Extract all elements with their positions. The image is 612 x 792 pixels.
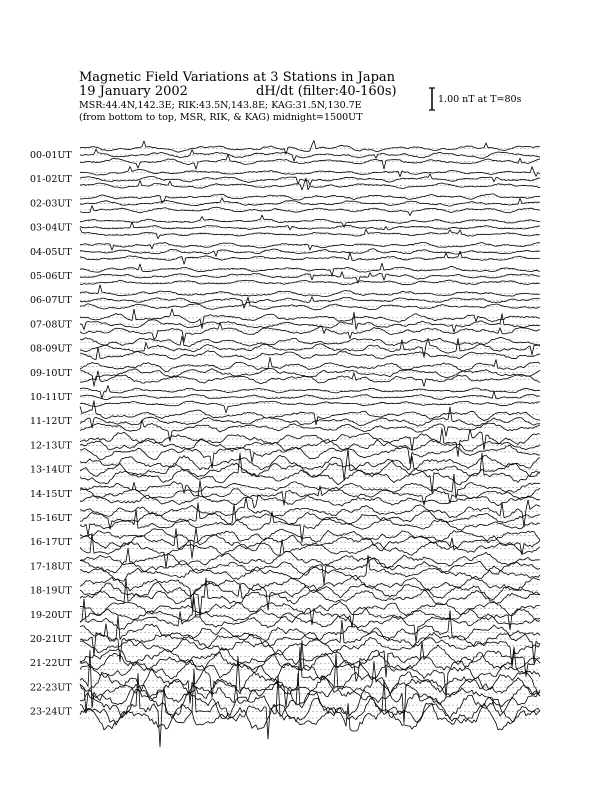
trace-kag	[80, 243, 540, 251]
trace-rik	[80, 581, 540, 610]
hour-label: 11-12UT	[30, 416, 72, 428]
hour-label: 13-14UT	[30, 464, 72, 476]
hour-label: 20-21UT	[30, 634, 72, 645]
trace-kag	[80, 357, 540, 371]
trace-msr	[80, 401, 540, 413]
hour-label: 01-02UT	[30, 174, 72, 186]
hour-label: 02-03UT	[30, 198, 72, 210]
trace-rik	[80, 222, 540, 230]
chart-quantity-filter: dH/dt (filter:40-160s)	[256, 84, 397, 99]
hour-label: 08-09UT	[30, 343, 72, 355]
trace-msr	[80, 371, 540, 387]
trace-msr	[80, 534, 540, 568]
trace-msr	[80, 481, 540, 506]
hour-label: 03-04UT	[30, 222, 72, 234]
scale-bar-label: 1.00 nT at T=80s	[438, 94, 522, 105]
trace-rik	[80, 650, 540, 723]
hour-label: 21-22UT	[30, 658, 72, 670]
trace-rik	[80, 391, 540, 399]
hour-label: 22-23UT	[30, 682, 72, 694]
trace-kag	[80, 167, 540, 177]
trace-msr	[80, 647, 540, 697]
hour-label: 04-05UT	[30, 246, 72, 258]
station-order-note: (from bottom to top, MSR, RIK, & KAG) midnight=1500UT	[79, 112, 363, 123]
hour-label: 16-17UT	[30, 537, 72, 549]
trace-rik	[80, 338, 540, 357]
hour-label: 17-18UT	[30, 561, 72, 573]
trace-kag	[80, 429, 540, 457]
hour-label: 19-20UT	[30, 609, 72, 621]
hour-label: 14-15UT	[30, 488, 72, 500]
trace-rik	[80, 486, 540, 508]
trace-msr	[80, 347, 540, 360]
trace-kag	[80, 674, 540, 719]
hour-label: 18-19UT	[30, 585, 72, 597]
trace-kag	[80, 285, 540, 297]
trace-kag	[80, 601, 540, 615]
trace-msr	[80, 598, 540, 643]
trace-msr	[80, 445, 540, 468]
trace-msr	[80, 228, 540, 239]
trace-kag	[80, 498, 540, 527]
trace-kag	[80, 141, 540, 154]
trace-msr	[80, 555, 540, 581]
trace-msr	[80, 206, 540, 216]
hour-label: 00-01UT	[30, 150, 72, 161]
trace-kag	[80, 611, 540, 642]
hour-label: 15-16UT	[30, 513, 72, 524]
hour-label: 06-07UT	[30, 295, 72, 307]
trace-rik	[80, 438, 540, 451]
trace-kag	[80, 642, 540, 682]
hour-label: 09-10UT	[30, 367, 72, 379]
station-coordinates: MSR:44.4N,142.3E; RIK:43.5N,143.8E; KAG:31.5N,130.7E	[79, 100, 362, 111]
trace-msr	[80, 420, 540, 441]
chart-date: 19 January 2002	[79, 84, 188, 99]
hour-label: 07-08UT	[30, 319, 72, 331]
trace-kag	[80, 336, 540, 346]
trace-rik	[80, 607, 540, 630]
chart-title: Magnetic Field Variations at 3 Stations in Japan	[79, 70, 396, 85]
hour-label: 10-11UT	[30, 392, 72, 403]
trace-kag	[80, 529, 540, 559]
trace-kag	[80, 474, 540, 498]
hour-label: 12-13UT	[30, 440, 72, 452]
hour-label: 23-24UT	[30, 706, 72, 718]
trace-rik	[80, 407, 540, 428]
hour-label: 05-06UT	[30, 271, 72, 282]
